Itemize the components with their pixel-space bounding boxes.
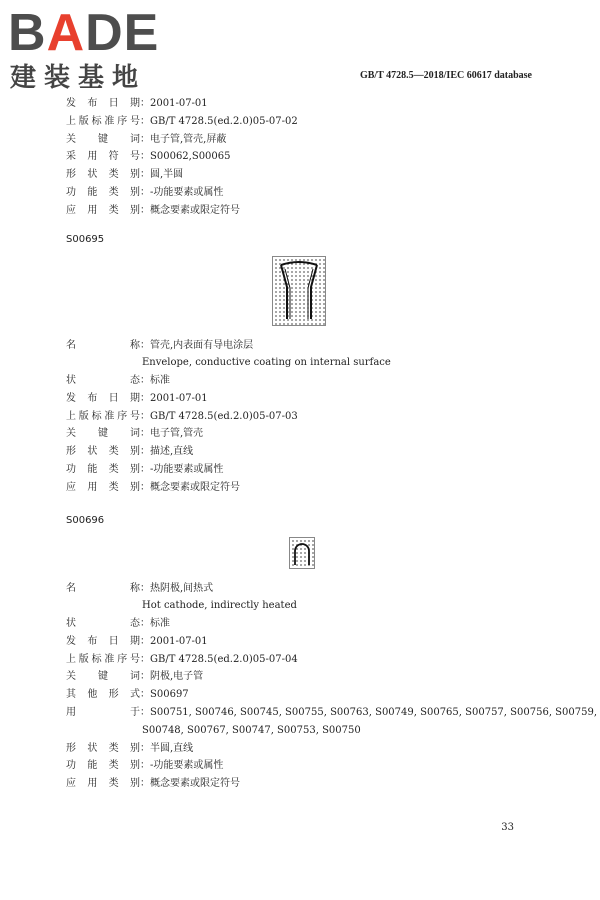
field-row-value: 电子管,管壳,屏蔽 <box>150 133 227 145</box>
field-row-value: 标准 <box>150 618 170 629</box>
field-row-label: 上版标准序号 <box>66 115 140 127</box>
field-row-label: 采用符号 <box>66 151 140 163</box>
field-row-label: 关键词 <box>66 133 140 145</box>
field-row <box>66 634 208 650</box>
field-row-separator: ： <box>140 707 150 718</box>
name-row <box>66 581 213 597</box>
field-row-label: 功能类别 <box>66 760 140 772</box>
name-row <box>66 338 253 354</box>
field-row-continued: S00748, S00767, S00747, S00753, S00750 <box>142 724 361 736</box>
field-row-value: 2001-07-01 <box>150 392 208 404</box>
field-row-separator: ： <box>140 98 150 109</box>
field-row-value: 电子管,管壳 <box>150 428 204 440</box>
field-row-value: 概念要素或限定符号 <box>150 204 240 216</box>
field-row-separator: ： <box>140 671 150 683</box>
field-row-value: 圆,半圆 <box>150 169 184 181</box>
field-row-separator: ： <box>140 428 150 440</box>
field-row-value: 概念要素或限定符号 <box>150 778 240 790</box>
symbol-graphic-envelope <box>272 256 326 326</box>
field-row-label: 上版标准序号 <box>66 410 140 422</box>
field-row <box>66 391 208 407</box>
field-row-label: 关键词 <box>66 671 140 683</box>
bade-logo <box>8 4 178 93</box>
field-row-label: 应用类别 <box>66 204 140 216</box>
field-row-separator: ： <box>140 187 150 198</box>
symbol-code: S00696 <box>66 515 105 526</box>
field-row <box>66 652 298 668</box>
field-row <box>66 705 597 721</box>
field-row <box>66 185 223 201</box>
page-number: 33 <box>501 822 514 833</box>
field-row-separator: ： <box>140 653 150 665</box>
field-row-value: GB/T 4728.5(ed.2.0)05-07-03 <box>150 410 298 422</box>
field-row-value: 2001-07-01 <box>150 98 208 109</box>
field-row-separator: ： <box>140 446 150 458</box>
field-row-separator: ： <box>140 778 150 790</box>
field-row-separator: ： <box>140 635 150 647</box>
field-row-separator: ： <box>140 760 150 772</box>
field-row <box>66 149 231 165</box>
field-row-label: 形状类别 <box>66 169 140 181</box>
field-row-label: 发布日期 <box>66 392 140 404</box>
field-row <box>66 96 208 112</box>
field-row-separator: ： <box>140 204 150 216</box>
page-header-title: GB/T 4728.5—2018/IEC 60617 database <box>359 70 532 81</box>
field-row <box>66 132 226 148</box>
field-row-label: 发布日期 <box>66 635 140 647</box>
field-row <box>66 741 193 757</box>
field-row-separator: ： <box>140 392 150 404</box>
logo-brand-cn: 建装基地 <box>10 63 147 93</box>
field-row <box>66 687 189 703</box>
field-row-separator: ： <box>140 618 150 629</box>
field-row-label: 状态 <box>66 618 140 629</box>
field-row-value: S00697 <box>150 689 189 701</box>
field-row-value: GB/T 4728.5(ed.2.0)05-07-02 <box>150 115 298 127</box>
field-row-value: GB/T 4728.5(ed.2.0)05-07-04 <box>150 653 298 665</box>
field-row <box>66 444 193 460</box>
field-row-separator: ： <box>140 169 150 181</box>
field-row <box>66 409 298 425</box>
field-row <box>66 776 240 792</box>
name-row-label: 名称 <box>66 583 140 594</box>
field-row-label: 关键词 <box>66 428 140 440</box>
field-row-value: -功能要素或属性 <box>150 187 224 198</box>
field-row-label: 发布日期 <box>66 98 140 109</box>
name-english: Envelope, conductive coating on internal surface <box>142 357 391 368</box>
field-row-separator: ： <box>140 375 150 386</box>
field-row-value: 2001-07-01 <box>150 635 208 647</box>
field-row-label: 功能类别 <box>66 464 140 475</box>
field-row-separator: ： <box>140 151 150 163</box>
field-row-label: 应用类别 <box>66 481 140 493</box>
field-row-value: 阴极,电子管 <box>150 671 204 683</box>
name-row-value: 热阴极,间热式 <box>150 583 214 594</box>
envelope-symbol-icon <box>273 257 325 325</box>
field-row-label: 上版标准序号 <box>66 653 140 665</box>
field-row <box>66 669 203 685</box>
cathode-symbol-icon <box>290 538 314 568</box>
field-row-value: -功能要素或属性 <box>150 760 224 772</box>
name-row-value: 管壳,内表面有导电涂层 <box>150 340 254 351</box>
field-row <box>66 616 170 632</box>
field-row-value: 描述,直线 <box>150 446 194 458</box>
name-row-separator: ： <box>140 340 150 351</box>
field-row <box>66 426 203 442</box>
symbol-graphic-cathode <box>289 537 315 569</box>
field-row-value: S00751, S00746, S00745, S00755, S00763, S00749, S00765, S00757, S00756, S00759, <box>150 707 598 718</box>
field-row <box>66 167 183 183</box>
field-row <box>66 480 240 496</box>
name-english: Hot cathode, indirectly heated <box>142 600 297 611</box>
field-row-separator: ： <box>140 742 150 754</box>
field-row-label: 应用类别 <box>66 778 140 790</box>
name-row-label: 名称 <box>66 340 140 351</box>
field-row-separator: ： <box>140 410 150 422</box>
field-row-label: 功能类别 <box>66 187 140 198</box>
field-row <box>66 114 298 130</box>
field-row-separator: ： <box>140 115 150 127</box>
field-row-label: 状态 <box>66 375 140 386</box>
name-row-separator: ： <box>140 583 150 594</box>
field-row <box>66 203 240 219</box>
field-row-separator: ： <box>140 689 150 701</box>
field-row <box>66 758 223 774</box>
field-row-label: 用于 <box>66 707 140 718</box>
field-row-label: 形状类别 <box>66 742 140 754</box>
field-row-label: 其他形式 <box>66 689 140 701</box>
field-row-separator: ： <box>140 481 150 493</box>
field-row-value: 标准 <box>150 375 170 386</box>
logo-brand: BADE <box>8 4 160 62</box>
field-row-value: S00062,S00065 <box>150 151 231 163</box>
field-row-label: 形状类别 <box>66 446 140 458</box>
field-row-value: -功能要素或属性 <box>150 464 224 475</box>
symbol-code: S00695 <box>66 234 105 245</box>
field-row-value: 概念要素或限定符号 <box>150 481 240 493</box>
field-row-value: 半圆,直线 <box>150 742 194 754</box>
field-row <box>66 373 170 389</box>
field-row-separator: ： <box>140 464 150 475</box>
field-row-separator: ： <box>140 133 150 145</box>
field-row <box>66 462 223 478</box>
